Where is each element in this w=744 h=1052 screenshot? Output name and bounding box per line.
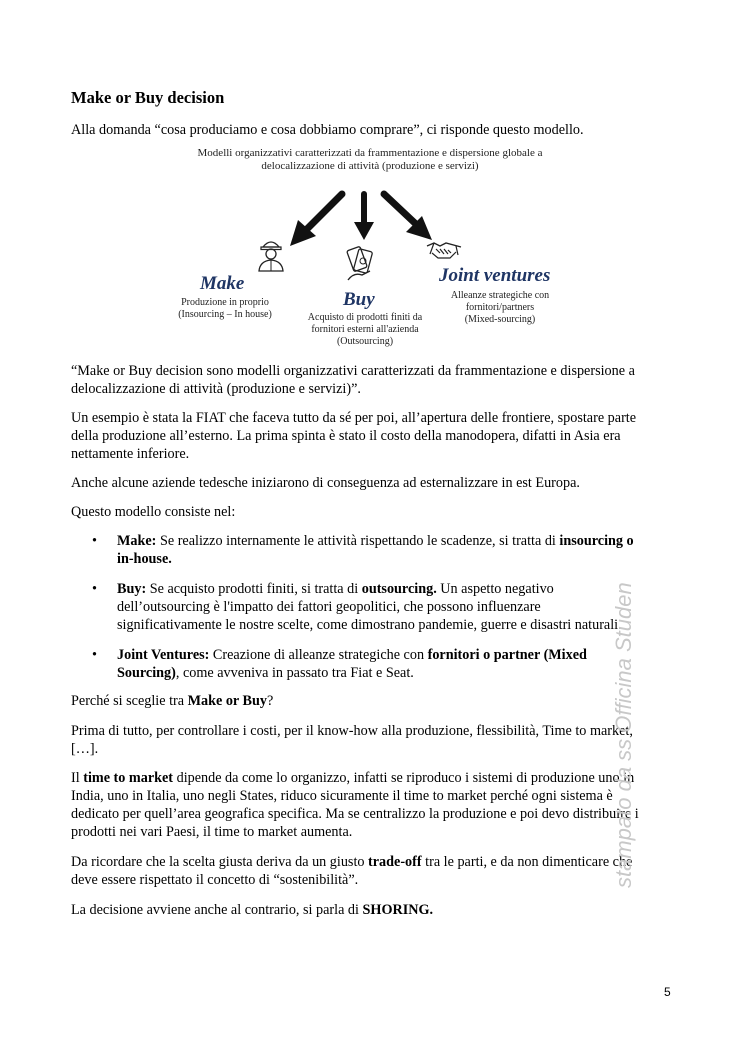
definition-line2: delocalizzazione di attività (produzione e servizi)”. [71, 381, 361, 397]
why-bold: Make or Buy [187, 693, 267, 709]
diagram-caption [150, 147, 590, 173]
trade-off-paragraph [71, 853, 671, 889]
ttm-bold: time to market [83, 770, 174, 786]
jv-bold-1: fornitori o partner (Mixed [427, 647, 587, 663]
trade-text-a: Da ricordare che la scelta giusta deriva da un giusto [71, 854, 369, 870]
jv-text-2: , come avveniva in passato tra Fiat e Seat. [175, 665, 414, 681]
buy-line3: significativamente le nostre scelte, come dimostrano pandemie, guerre e disastri naturali. [117, 617, 622, 633]
jv-text: Creazione di alleanze strategiche con [209, 647, 428, 663]
diagram-caption-line2: delocalizzazione di attività (produzione e servizi) [261, 160, 479, 172]
first-line2: […]. [71, 741, 99, 757]
buy-description [290, 312, 440, 348]
bullet-dot: • [92, 533, 97, 549]
worker-icon [256, 236, 286, 272]
why-paragraph [71, 692, 671, 710]
ttm-line2: India, uno in Italia, uno negli States, riduco sicuramente il time to market perché ogni sistema è [71, 788, 613, 804]
diagram-caption-line1: Modelli organizzativi caratterizzati da frammentazione e dispersione globale a [197, 147, 543, 159]
shoring-paragraph [71, 901, 671, 919]
handshake-icon [426, 238, 462, 262]
watermark-text: stampato da ss Officina Studen [611, 582, 636, 888]
bullet-buy [117, 580, 672, 634]
make-text: Se realizzo internamente le attività rispettando le scadenze, si tratta di [156, 533, 560, 549]
fiat-line3: nettamente inferiore. [71, 446, 190, 462]
bullet-make [117, 532, 672, 568]
money-hand-icon [344, 244, 376, 284]
make-desc-line2: (Insourcing – In house) [178, 309, 272, 320]
ttm-text-a: Il [71, 770, 84, 786]
buy-label: Buy [343, 289, 375, 310]
buy-desc-line3: (Outsourcing) [336, 336, 394, 347]
model-paragraph: Questo modello consiste nel: [71, 504, 236, 520]
joint-ventures-description [425, 290, 575, 326]
buy-text-2: Un aspetto negativo [436, 581, 554, 597]
fiat-paragraph [71, 409, 671, 463]
buy-text: Se acquisto prodotti finiti, si tratta di [146, 581, 362, 597]
arrow-right-icon [384, 194, 432, 240]
make-bold-1: insourcing o [559, 533, 634, 549]
why-text-c: ? [266, 693, 274, 709]
shoring-text: La decisione avviene anche al contrario, si parla di [71, 902, 363, 918]
bullet-dot: • [92, 647, 97, 663]
fiat-line1: Un esempio è stata la FIAT che faceva tutto da sé per poi, all’apertura delle frontiere, spostare parte [71, 410, 637, 426]
trade-bold: trade-off [368, 854, 422, 870]
buy-desc-line2: fornitori esterni all'azienda [311, 324, 419, 335]
time-to-market-paragraph [71, 769, 676, 841]
definition-line1: “Make or Buy decision sono modelli organizzativi caratterizzati da frammentazione e dispersione a [71, 363, 635, 379]
ttm-line3: dedicato per quell’area geografica specifica. Ma se centralizzo la produzione e poi devo distribuire i [71, 806, 639, 822]
jv-desc-line3: (Mixed-sourcing) [464, 314, 536, 325]
first-line1: Prima di tutto, per controllare i costi, per il know-how alla produzione, flessibilità, Time to market, [71, 723, 633, 739]
buy-desc-line1: Acquisto di prodotti finiti da [307, 312, 423, 323]
joint-ventures-label: Joint ventures [439, 265, 551, 286]
arrow-down-icon [354, 194, 374, 240]
ttm-line4: prodotti nei vari Paesi, il time to market aumenta. [71, 824, 353, 840]
german-paragraph: Anche alcune aziende tedesche iniziarono di conseguenza ad esternalizzare in est Europa. [71, 475, 580, 491]
bullet-dot: • [92, 581, 97, 597]
make-term: Make: [117, 533, 157, 549]
section-title: Make or Buy decision [71, 88, 225, 107]
watermark [603, 528, 639, 888]
page-number: 5 [664, 985, 671, 999]
definition-paragraph [71, 362, 671, 398]
intro-paragraph: Alla domanda “cosa produciamo e cosa dobbiamo comprare”, ci risponde questo modello. [71, 122, 584, 138]
make-label: Make [200, 273, 245, 294]
buy-bold: outsourcing. [361, 581, 437, 597]
why-text-a: Perché si sceglie tra [71, 693, 188, 709]
shoring-bold: SHORING. [362, 902, 434, 918]
make-bold-2: in-house. [117, 551, 172, 567]
jv-term: Joint Ventures: [117, 647, 210, 663]
jv-bold-2: Sourcing) [117, 665, 176, 681]
jv-desc-line2: fornitori/partners [465, 302, 535, 313]
trade-line2: deve essere rispettato il concetto di “sostenibilità”. [71, 872, 359, 888]
first-paragraph [71, 722, 671, 758]
fiat-line2: della produzione all’esterno. La prima spinta è stato il costo della manodopera, difatti in Asia era [71, 428, 621, 444]
buy-term: Buy: [117, 581, 147, 597]
make-description [150, 297, 300, 321]
make-desc-line1: Produzione in proprio [181, 297, 269, 308]
arrow-left-icon [290, 194, 342, 246]
jv-desc-line1: Alleanze strategiche con [450, 290, 550, 301]
trade-text-c: tra le parti, e da non dimenticare che [421, 854, 633, 870]
bullet-joint-ventures [117, 646, 672, 682]
ttm-text-c: dipende da come lo organizzo, infatti se riproduco i sistemi di produzione uno in [173, 770, 635, 786]
buy-line2: dell’outsourcing è l'impatto dei fattori geopolitici, che possono influenzare [117, 599, 541, 615]
